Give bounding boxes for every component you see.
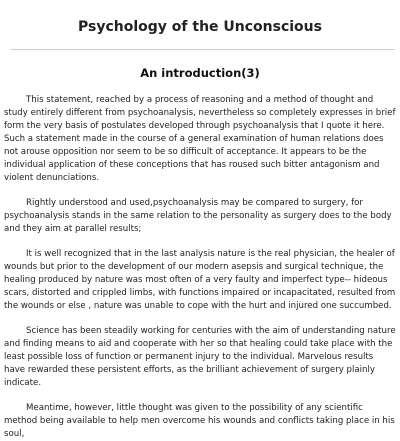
paragraph-3: It is well recognized that in the last analysis nature is the real physician, the healer of wounds but prior to the development of our modern asepsis and surgical technique, the healing produced by nature was most often of a very faulty and imperfect type-- hideous scars, distorted and crippled limbs, with functions impaired or incapacitated, resulted from the wounds or else , nature was unable to cope with the hurt and injured one succumbed. (4, 249, 396, 311)
book-title: Psychology of the Unconscious (78, 19, 322, 35)
paragraph-5: Meantime, however, little thought was given to the possibility of any scientific method being available to help men overcome his wounds and conflicts taking place in his soul, (4, 403, 395, 439)
paragraph-2: Rightly understood and used,psychoanalysis may be compared to surgery, for psychoanalysis stands in the same relation to the personality as surgery does to the body and they aim at parallel results; (4, 198, 392, 234)
paragraph-4: Science has been steadily working for centuries with the aim of understanding nature and finding means to aid and cooperate with her so that healing could take place with the least possible loss of function or permanent injury to the individual. Marvelous results have rewarded these persistent efforts, as the brilliant achievement of surgery plainly indicate. (4, 326, 396, 388)
title-divider (10, 49, 395, 50)
chapter-heading: An introduction(3) (140, 66, 260, 80)
chapter-body (4, 94, 396, 439)
paragraph-1: This statement, reached by a process of reasoning and a method of thought and study entirely different from psychoanalysis, nevertheless so completely expresses in brief form the very basis of postulates developed through psychoanalysis that I quote it here. Such a statement made in the course of a general examination of human relations does not arouse opposition nor seem to be so difficult of acceptance. It appears to be the individual application of these conceptions that has roused such bitter antagonism and violent denunciations. (4, 95, 396, 183)
